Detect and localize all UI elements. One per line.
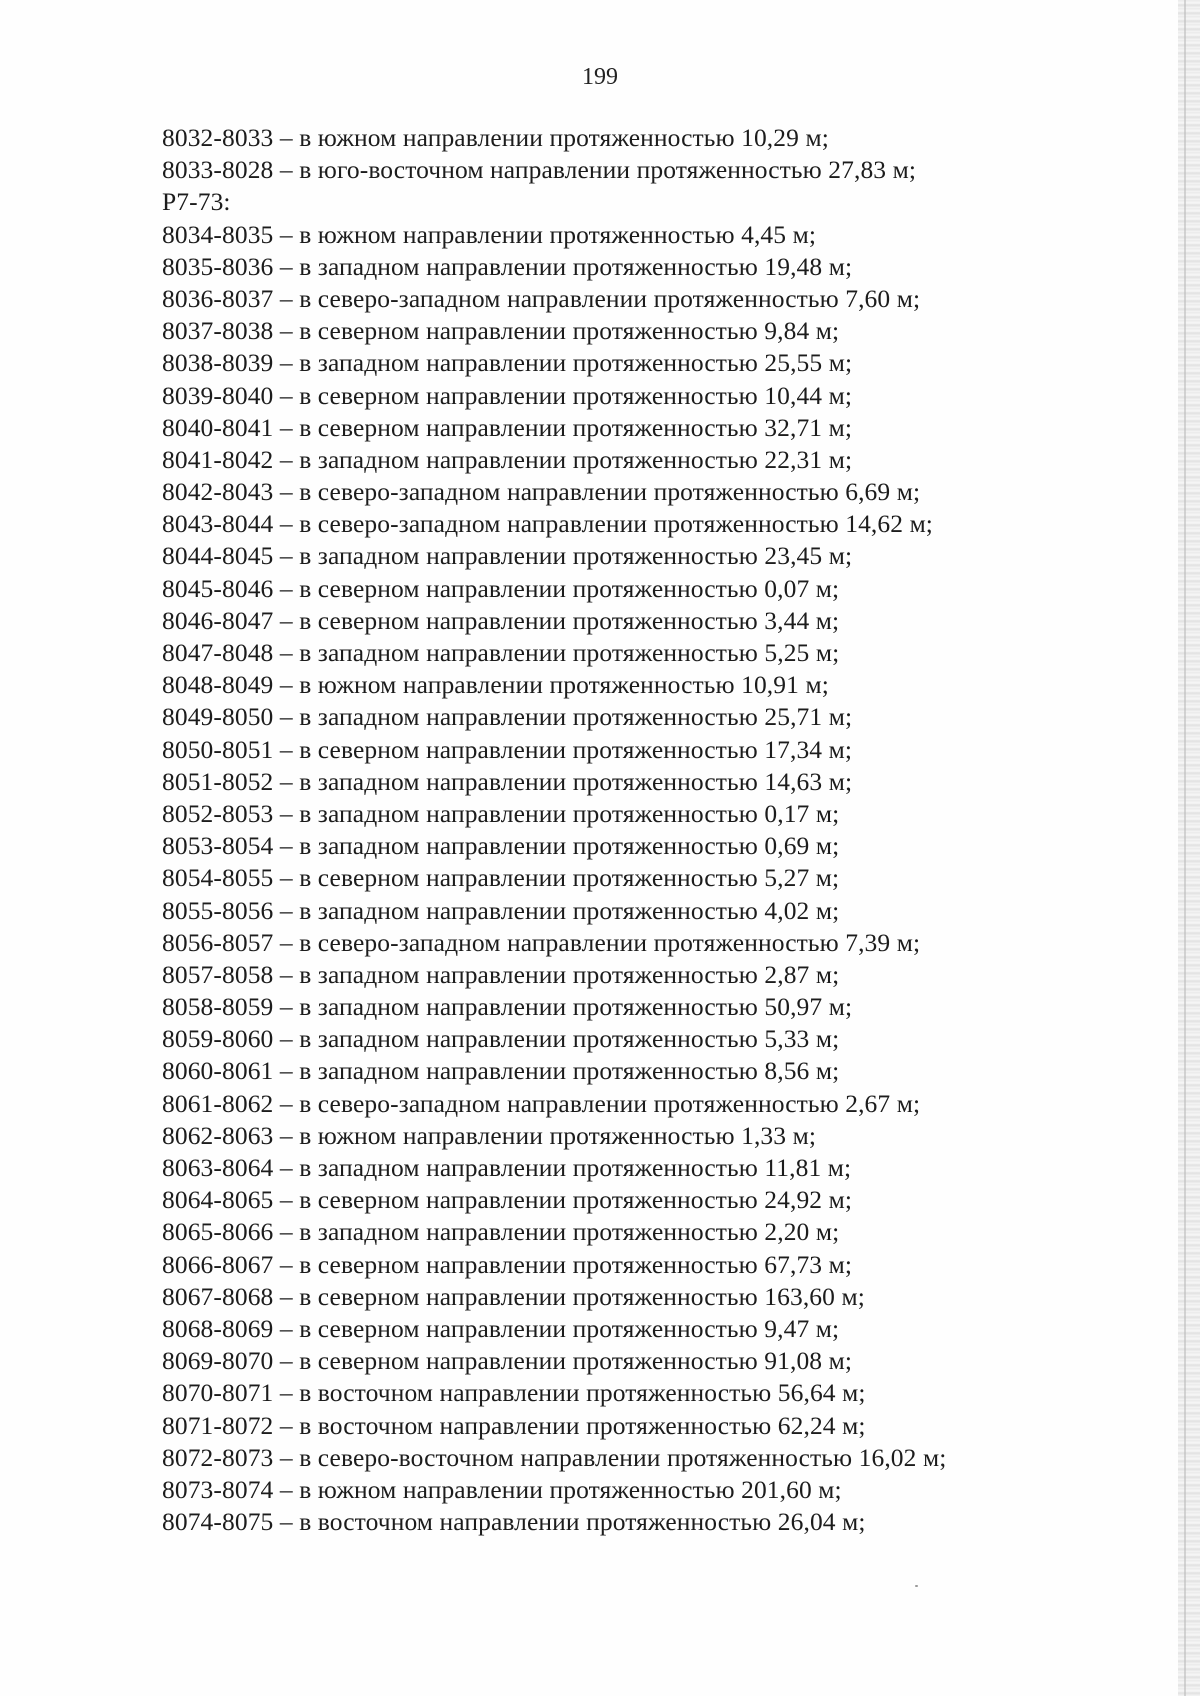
text-line: 8057-8058 – в западном направлении протяженностью 2,87 м;	[162, 959, 840, 989]
text-line: 8037-8038 – в северном направлении протяженностью 9,84 м;	[162, 316, 840, 346]
text-line: 8070-8071 – в восточном направлении протяженностью 56,64 м;	[162, 1378, 866, 1408]
text-line: 8059-8060 – в западном направлении протяженностью 5,33 м;	[162, 1024, 840, 1054]
text-line: 8040-8041 – в северном направлении протяженностью 32,71 м;	[162, 412, 853, 442]
scan-speck	[915, 1585, 918, 1587]
text-line: 8062-8063 – в южном направлении протяженностью 1,33 м;	[162, 1120, 817, 1150]
text-line: 8068-8069 – в северном направлении протяженностью 9,47 м;	[162, 1313, 840, 1343]
text-line: 8050-8051 – в северном направлении протяженностью 17,34 м;	[162, 734, 853, 764]
text-line: 8054-8055 – в северном направлении протяженностью 5,27 м;	[162, 863, 840, 893]
text-line: 8058-8059 – в западном направлении протяженностью 50,97 м;	[162, 992, 853, 1022]
text-line: Р7-73:	[162, 187, 231, 217]
text-line: 8038-8039 – в западном направлении протяженностью 25,55 м;	[162, 348, 853, 378]
text-line: 8066-8067 – в северном направлении протяженностью 67,73 м;	[162, 1249, 853, 1279]
text-line: 8041-8042 – в западном направлении протяженностью 22,31 м;	[162, 444, 853, 474]
text-line: 8063-8064 – в западном направлении протяженностью 11,81 м;	[162, 1153, 852, 1182]
text-line: 8067-8068 – в северном направлении протяженностью 163,60 м;	[162, 1281, 865, 1311]
text-line: 8036-8037 – в северо-западном направлении протяженностью 7,60 м;	[162, 283, 921, 313]
text-line: 8072-8073 – в северо-восточном направлении протяженностью 16,02 м;	[162, 1442, 947, 1472]
text-line: 8073-8074 – в южном направлении протяженностью 201,60 м;	[162, 1474, 842, 1504]
text-line: 8032-8033 – в южном направлении протяженностью 10,29 м;	[162, 123, 829, 152]
text-line: 8042-8043 – в северо-западном направлении протяженностью 6,69 м;	[162, 477, 921, 507]
text-line: 8048-8049 – в южном направлении протяженностью 10,91 м;	[162, 670, 829, 700]
text-line: 8044-8045 – в западном направлении протяженностью 23,45 м;	[162, 541, 853, 571]
text-line: 8051-8052 – в западном направлении протяженностью 14,63 м;	[162, 766, 853, 796]
text-line: 8064-8065 – в северном направлении протяженностью 24,92 м;	[162, 1185, 853, 1215]
text-line: 8035-8036 – в западном направлении протяженностью 19,48 м;	[162, 251, 853, 281]
text-line: 8043-8044 – в северо-западном направлении протяженностью 14,62 м;	[162, 509, 933, 539]
text-line: 8047-8048 – в западном направлении протяженностью 5,25 м;	[162, 638, 840, 667]
text-line: 8049-8050 – в западном направлении протяженностью 25,71 м;	[162, 702, 853, 732]
text-line: 8046-8047 – в северном направлении протяженностью 3,44 м;	[162, 605, 840, 635]
scan-edge-line	[1184, 0, 1186, 1696]
text-line: 8045-8046 – в северном направлении протяженностью 0,07 м;	[162, 573, 840, 603]
boundary-description-list	[162, 122, 1062, 1538]
text-line: 8052-8053 – в западном направлении протяженностью 0,17 м;	[162, 798, 840, 828]
text-line: 8071-8072 – в восточном направлении протяженностью 62,24 м;	[162, 1410, 866, 1440]
text-line: 8053-8054 – в западном направлении протяженностью 0,69 м;	[162, 831, 840, 861]
text-line: 8056-8057 – в северо-западном направлении протяженностью 7,39 м;	[162, 927, 921, 957]
page-number: 199	[582, 64, 618, 90]
text-line: 8069-8070 – в северном направлении протяженностью 91,08 м;	[162, 1346, 853, 1376]
text-line: 8039-8040 – в северном направлении протяженностью 10,44 м;	[162, 380, 853, 410]
text-line: 8055-8056 – в западном направлении протяженностью 4,02 м;	[162, 895, 840, 925]
text-line: 8074-8075 – в восточном направлении протяженностью 26,04 м;	[162, 1507, 866, 1537]
text-line: 8034-8035 – в южном направлении протяженностью 4,45 м;	[162, 219, 817, 249]
scan-edge-artifact	[1178, 0, 1200, 1696]
text-line: 8061-8062 – в северо-западном направлении протяженностью 2,67 м;	[162, 1088, 921, 1118]
text-line: 8033-8028 – в юго-восточном направлении протяженностью 27,83 м;	[162, 155, 917, 185]
text-line: 8065-8066 – в западном направлении протяженностью 2,20 м;	[162, 1217, 840, 1247]
text-line: 8060-8061 – в западном направлении протяженностью 8,56 м;	[162, 1056, 840, 1086]
